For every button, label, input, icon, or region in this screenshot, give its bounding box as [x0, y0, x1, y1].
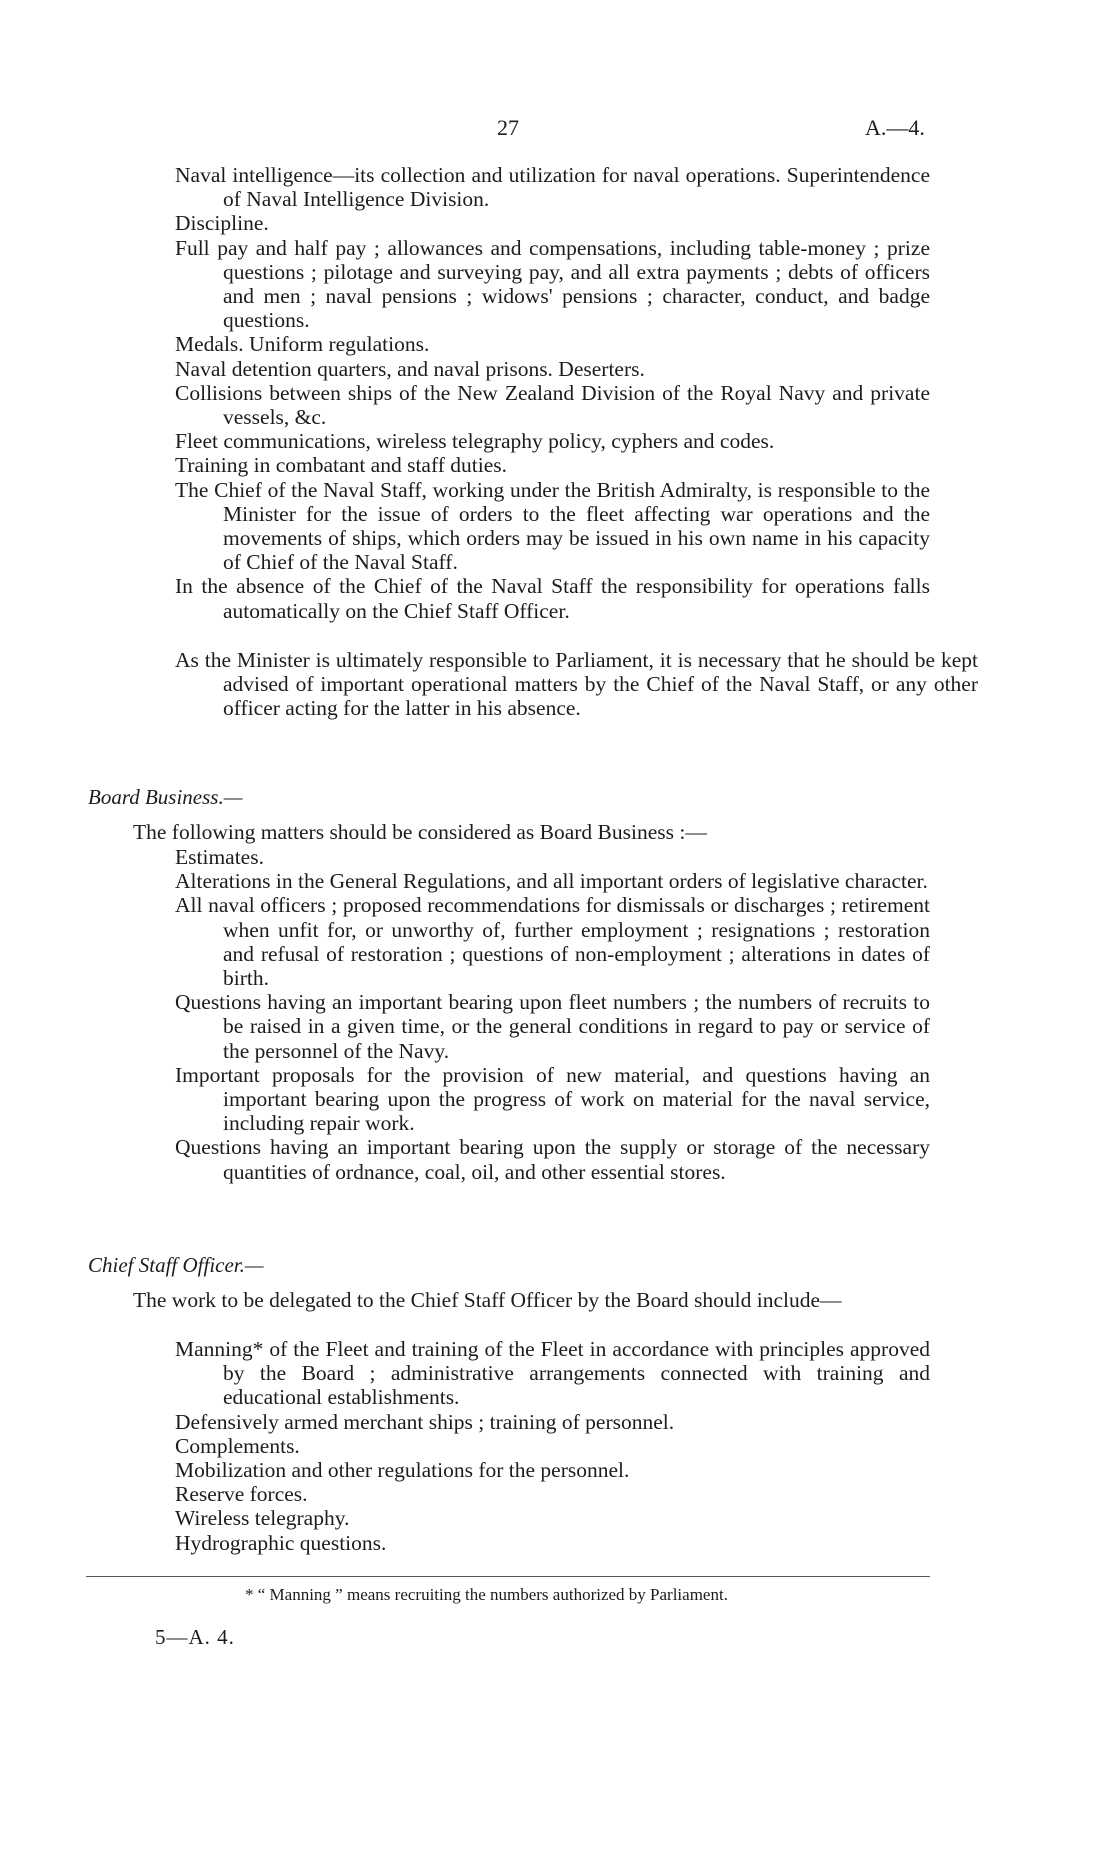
chief-staff-officer-list — [175, 1337, 930, 1555]
list-item: Hydrographic questions. — [175, 1530, 387, 1555]
list-item: Mobilization and other regulations for the personnel. — [175, 1458, 630, 1483]
list-item: Collisions between ships of the New Zealand Division of the Royal Navy and private vessels, &c. — [175, 380, 930, 430]
list-item: Questions having an important bearing upon fleet numbers ; the numbers of recruits to be raised in a given time, or the general conditions in regard to pay or service of the personnel of the Navy. — [175, 990, 930, 1063]
list-item: Questions having an important bearing upon the supply or storage of the necessary quantities of ordnance, coal, oil, and other essential stores. — [175, 1135, 930, 1184]
minister-responsibility-paragraph: As the Minister is ultimately responsible to Parliament, it is necessary that he should be kept advised of important operational matters by the Chief of the Naval Staff, or any other officer acting for the latter in his absence. — [175, 648, 978, 721]
list-item: All naval officers ; proposed recommendations for dismissals or discharges ; retirement when unfit for, or unworthy of, further employment ; resignations ; restoration and refusal of restoration ; questions of non-employment ; alterations in dates of birth. — [175, 893, 930, 991]
list-item: In the absence of the Chief of the Naval Staff the responsibility for operations falls automatically on the Chief Staff Officer. — [175, 574, 930, 623]
board-business-intro: The following matters should be considered as Board Business :— — [133, 820, 707, 844]
list-item: The Chief of the Naval Staff, working under the British Admiralty, is responsible to the Minister for the issue of orders to the fleet affecting war operations and the movements of ships, which orders may be issued in his own name in his capacity of Chief of the Naval Staff. — [175, 477, 930, 575]
list-item: Naval detention quarters, and naval prisons. Deserters. — [175, 356, 645, 381]
board-business-list — [175, 845, 930, 1184]
list-item: Fleet communications, wireless telegraphy policy, cyphers and codes. — [175, 429, 775, 454]
page-number: 27 — [497, 115, 519, 140]
list-item: Reserve forces. — [175, 1482, 308, 1507]
list-item: Alterations in the General Regulations, and all important orders of legislative character. — [175, 869, 928, 894]
list-item: Naval intelligence—its collection and utilization for naval operations. Superintendence of Naval Intelligence Division. — [175, 163, 930, 212]
chief-staff-officer-heading: Chief Staff Officer.— — [88, 1253, 264, 1277]
footnote: * “ Manning ” means recruiting the numbers authorized by Parliament. — [245, 1585, 728, 1604]
naval-staff-duties-list — [175, 163, 930, 623]
list-item: Manning* of the Fleet and training of the Fleet in accordance with principles approved by the Board ; administrative arrangements connected with training and educational establishments. — [175, 1337, 930, 1410]
list-item: Estimates. — [175, 845, 264, 869]
signature-mark: 5—A. 4. — [155, 1625, 235, 1649]
list-item: Defensively armed merchant ships ; training of personnel. — [175, 1409, 675, 1434]
board-business-heading: Board Business.— — [88, 785, 243, 809]
list-item: Medals. Uniform regulations. — [175, 332, 430, 357]
list-item: Complements. — [175, 1433, 300, 1458]
list-item: Discipline. — [175, 211, 269, 236]
list-item: Training in combatant and staff duties. — [175, 453, 508, 478]
list-item: Important proposals for the provision of new material, and questions having an important bearing upon the progress of work on material for the naval service, including repair work. — [175, 1062, 930, 1136]
footnote-divider — [86, 1576, 930, 1577]
list-item: Full pay and half pay ; allowances and compensations, including table-money ; prize questions ; pilotage and surveying pay, and all extra payments ; debts of officers and men ; naval pensions ; widows' pensions ; character, conduct, and badge questions. — [175, 235, 930, 333]
intro-text: The work to be delegated to the Chief Staff Officer by the Board should include— — [133, 1288, 842, 1312]
list-item: Wireless telegraphy. — [175, 1506, 350, 1531]
chief-staff-officer-intro — [86, 1288, 930, 1312]
document-reference: A.—4. — [865, 115, 925, 140]
